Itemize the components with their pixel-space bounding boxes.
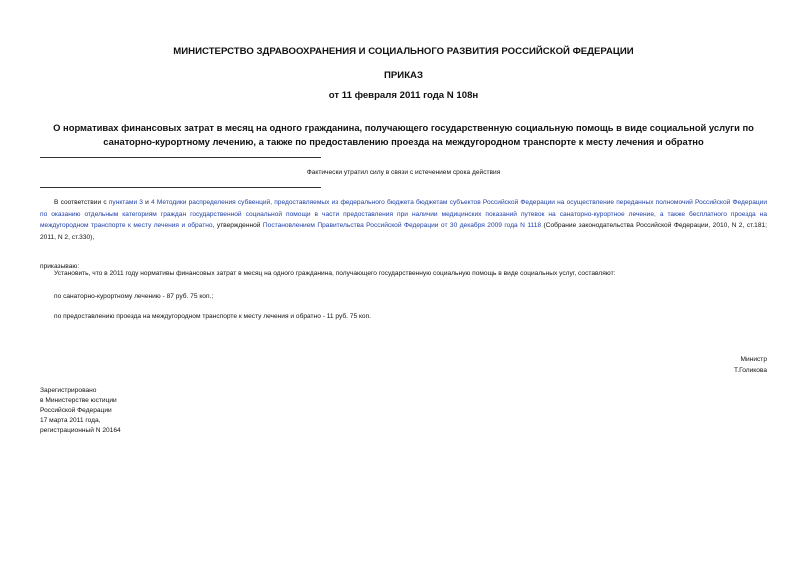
preamble-text-1: В соответствии с — [54, 199, 109, 206]
doc-type-heading: ПРИКАЗ — [384, 70, 423, 81]
orders-word: приказываю: — [40, 263, 80, 270]
status-note: Фактически утратил силу в связи с истечением срока действия — [306, 169, 501, 176]
registration-line: 17 марта 2011 года, — [40, 417, 101, 424]
establish-clause: Установить, что в 2011 году нормативы финансовых затрат в месяц на одного гражданина, получающего государственную социальную помощь в виде социальных услуг, составляют: — [54, 270, 616, 277]
registration-block — [40, 386, 121, 436]
link-clause-3[interactable]: пунктами 3 — [108, 199, 143, 206]
signature-block — [734, 355, 767, 376]
divider-top — [40, 157, 321, 158]
preamble-text-4: (Собрание законодательства Российской Федерации, 2010, N 2, ст.181; 2011, N 2, ст.330), — [40, 222, 768, 241]
registration-line: регистрационный N 20164 — [40, 427, 121, 434]
registration-line: Российской Федерации — [40, 407, 112, 414]
preamble-paragraph — [40, 197, 767, 243]
registration-line: Зарегистрировано — [40, 387, 97, 394]
date-number-heading: от 11 февраля 2011 года N 108н — [328, 90, 479, 101]
norm-item-sanatorium: по санаторно-курортному лечению - 87 руб. 75 коп.; — [54, 293, 214, 300]
link-methodology[interactable]: 4 Методики распределения субвенций, предоставляемых из федерального бюджета бюджетам субъектов Российской Федерации на осуществление переданных полномочий Российской Федерации по оказанию отдельным категориям граждан государственной социальной помощи в части предоставления при наличии медицинских показаний путевок на санаторно-курортное лечение, а также бесплатного проезда на междугородном транспорте к месту лечения и обратно — [40, 199, 768, 229]
norm-item-travel: по предоставлению проезда на междугородном транспорте к месту лечения и обратно - 11 руб. 75 коп. — [54, 313, 372, 320]
ministry-heading: МИНИСТЕРСТВО ЗДРАВООХРАНЕНИЯ И СОЦИАЛЬНОГО РАЗВИТИЯ РОССИЙСКОЙ ФЕДЕРАЦИИ — [173, 46, 634, 57]
document-title: О нормативах финансовых затрат в месяц на одного гражданина, получающего государственную социальную помощь в виде социальной услуги по санаторно-курортному лечению, а также по предоставлению проезда на междугородном транспорте к месту лечения и обратно — [53, 122, 754, 147]
preamble-text-3: , утвержденной — [212, 222, 263, 229]
registration-line: в Министерстве юстиции — [40, 397, 117, 404]
link-resolution[interactable]: Постановлением Правительства Российской Федерации от 30 декабря 2009 года N 1118 — [262, 222, 542, 229]
divider-bottom — [40, 187, 321, 188]
signature-name: Т.Голикова — [733, 366, 767, 374]
preamble-text-2: и — [142, 199, 152, 206]
signature-position: Министр — [740, 356, 767, 363]
